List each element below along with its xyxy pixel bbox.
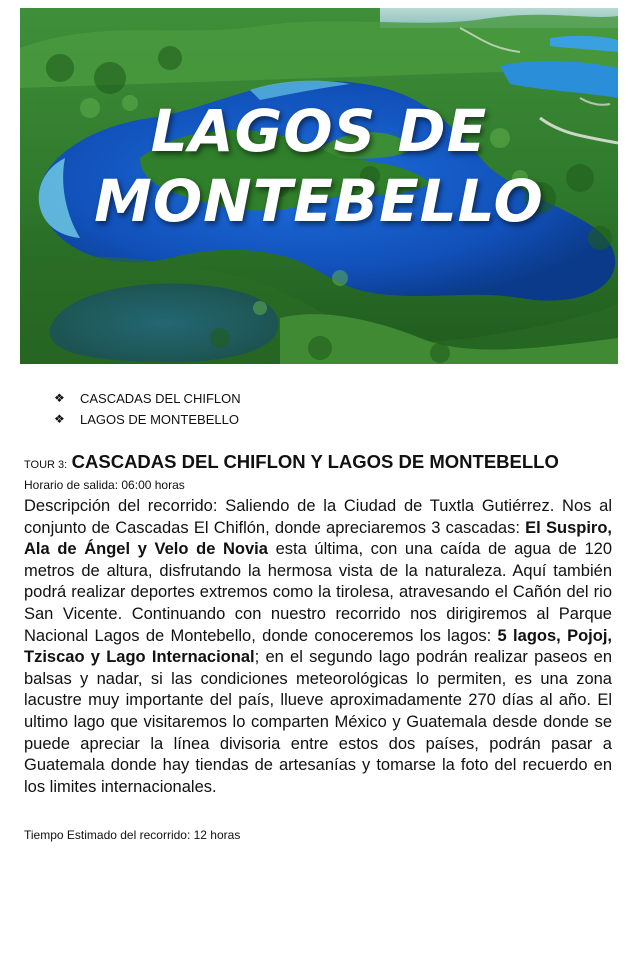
four-diamond-bullet-icon: ❖ <box>54 391 65 405</box>
tour-description <box>24 496 612 798</box>
tour-title: CASCADAS DEL CHIFLON Y LAGOS DE MONTEBELLO <box>71 451 559 472</box>
bullet-label: CASCADAS DEL CHIFLON <box>80 391 241 406</box>
hero-title-line-2: MONTEBELLO <box>94 167 544 235</box>
departure-time: Horario de salida: 06:00 horas <box>24 478 185 492</box>
description-text: esta última, con una caída de agua de 120 metros de altura, disfrutando la hermosa vista de la naturaleza. Aquí también podrá realizar deportes extremos como la tirolesa, atravesando el Cañón del rio San Vicente. Continuando con nuestro recorrido nos dirigiremos al Parque Nacional Lagos de Montebello, donde conoceremos los lagos: <box>24 540 612 645</box>
description-text: Descripción del recorrido: Saliendo de la Ciudad de Tuxtla Gutiérrez. Nos al conjunto de Cascadas El Chiflón, donde apreciaremos 3 cascadas: <box>24 497 612 537</box>
description-text: ; en el segundo lago podrán realizar paseos en balsas y nadar, si las condiciones meteorológicas lo permiten, es una zona lacustre muy importante del país, llueve aproximadamente 270 días al año. El ultimo lago que visitaremos lo comparten México y Guatemala desde donde se puede apreciar la línea divisoria entre estos dos países, podrán pasar a Guatemala donde hay tiendas de artesanías y tomarse la foto del recuerdo en los limites internacionales. <box>24 648 612 796</box>
waterfall-names: El Suspiro, Ala de Ángel y Velo de Novia <box>24 518 612 559</box>
estimated-duration: Tiempo Estimado del recorrido: 12 horas <box>24 828 241 842</box>
tour-number: TOUR 3: <box>24 459 68 471</box>
list-item <box>54 409 241 430</box>
hero-title <box>20 96 618 236</box>
four-diamond-bullet-icon: ❖ <box>54 412 65 426</box>
bullet-label: LAGOS DE MONTEBELLO <box>80 412 239 427</box>
bullet-list <box>54 388 241 430</box>
tour-heading <box>24 451 614 473</box>
list-item <box>54 388 241 409</box>
hero-photo <box>20 8 618 364</box>
hero-title-line-1: LAGOS DE <box>150 97 488 165</box>
lake-names: 5 lagos, Pojoj, Tziscao y Lago Internacional <box>24 626 612 667</box>
